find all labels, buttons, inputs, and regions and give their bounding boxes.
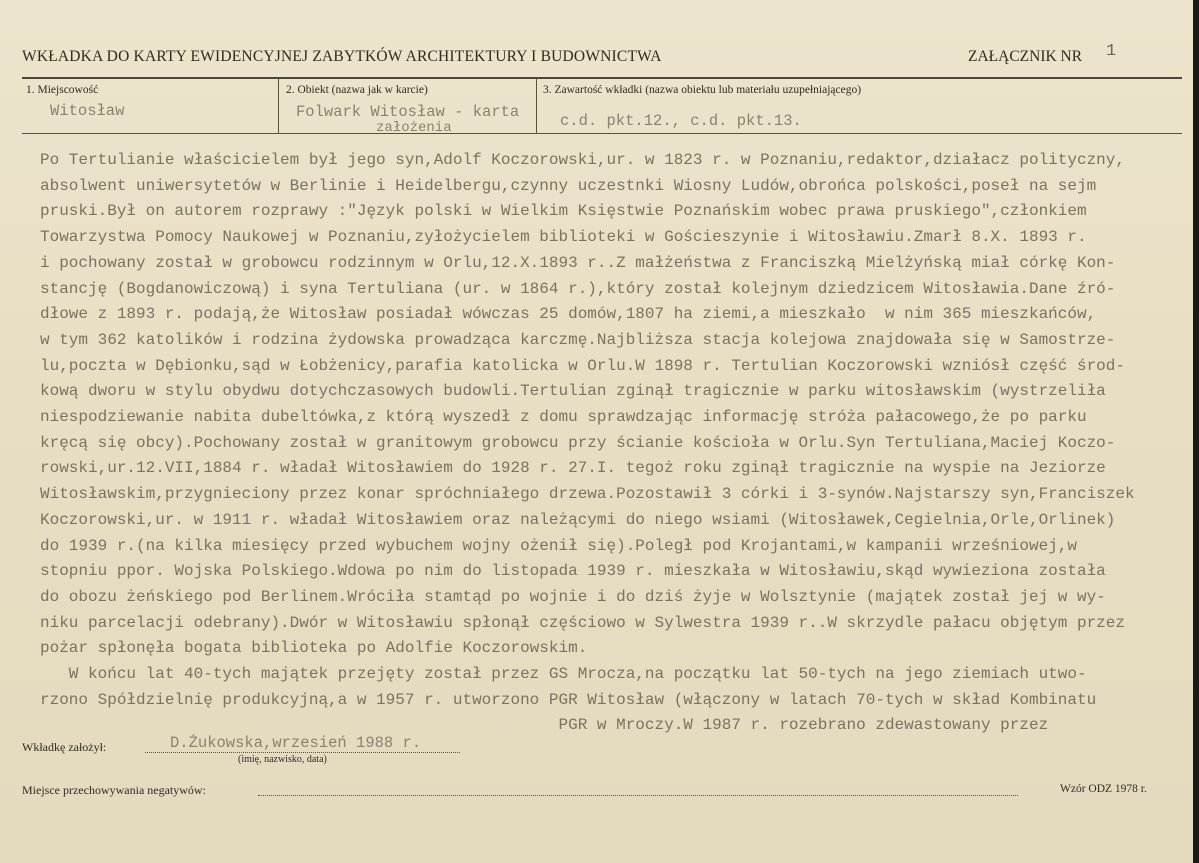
body-text-line: pożar spłonęła bogata biblioteka po Adolfie Koczorowskim. — [40, 639, 588, 658]
card-title: WKŁADKA DO KARTY EWIDENCYJNEJ ZABYTKÓW ARCHITEKTURY I BUDOWNICTWA — [22, 48, 662, 65]
body-text-line: do obozu żeńskiego pod Berlinem.Wróciła stamtąd po wojnie i do dziś żyje w Wolsztynie (majątek został jej w wy- — [40, 587, 1106, 606]
body-text-line: W końcu lat 40-tych majątek przejęty został przez GS Mrocza,na początku lat 50-tych na jego ziemiach utwo- — [40, 665, 1087, 683]
body-text-line: lu,poczta w Dębionku,sąd w Łobżenicy,parafia katolicka w Orlu.W 1898 r. Tertulian Koczorowski wzniósł część środ- — [40, 356, 1125, 375]
header-rule-bottom — [22, 133, 1182, 134]
body-text-line: rzono Spółdzielnię produkcyjną,a w 1957 r. utworzono PGR Witosław (włączony w latach 70-tych w skład Kombinatu — [40, 690, 1097, 709]
negatives-location-dotted-line — [258, 795, 1018, 796]
body-text-line: niespodziewanie nabita dubeltówka,z którą wyszedł z domu sprawdzając informację stróża pałacowego,że po parku — [40, 408, 1087, 426]
form-template-label: Wzór ODZ 1978 r. — [1060, 783, 1147, 795]
body-text-line: pruski.Był on autorem rozprawy :"Język polski w Wielkim Księstwie Poznańskim wobec prawa pruskiego",członkiem — [40, 202, 1087, 221]
field-object-value-line2: założenia — [376, 120, 452, 136]
body-text-line: kową dworu w stylu obydwu dotychczasowych budowli.Tertulian zginął tragicznie w parku witosławskim (wystrzeliła — [40, 382, 1106, 401]
insert-author-dotted-line — [145, 752, 460, 753]
negatives-location-label: Miejsce przechowywania negatywów: — [22, 783, 206, 797]
attachment-label: ZAŁĄCZNIK NR — [968, 48, 1083, 65]
field-locality-value: Witosław — [50, 102, 125, 120]
insert-author-value: D.Żukowska,wrzesień 1988 r. — [170, 734, 422, 752]
body-text-line: i pochowany został w grobowcu rodzinnym w Orlu,12.X.1893 r..Z małżeństwa z Franciszką Mielżyńską miał córkę Kon- — [40, 253, 1116, 272]
body-text-line: absolwent uniwersytetów w Berlinie i Heidelbergu,czynny uczestnki Wiosny Ludów,obrońca polskości,poseł na sejm — [40, 176, 1097, 195]
field-locality-label: 1. Miejscowość — [26, 84, 99, 96]
body-text-line: stopniu ppor. Wojska Polskiego.Wdowa po nim do listopada 1939 r. mieszkała w Witosławiu,skąd wywieziona została — [40, 562, 1106, 581]
scan-edge — [1193, 0, 1199, 863]
field-divider-1 — [278, 78, 279, 133]
body-text-line: w tym 362 katolików i rodzina żydowska prowadząca karczmę.Najbliższa stacja kolejowa znajdowała się w Samostrze- — [40, 330, 1116, 349]
body-text-line: stancję (Bogdanowiczową) i syna Tertuliana (ur. w 1864 r.),który został kolejnym dziedzicem Witosławia.Dane źró- — [40, 279, 1116, 298]
body-text-line: rowski,ur.12.VII,1884 r. władał Witosławiem do 1928 r. 27.I. tegoż roku zginął tragicznie na wyspie na Jeziorze — [40, 459, 1106, 478]
body-text-line: kręcą się obcy).Pochowany został w granitowym grobowcu przy ścianie kościoła w Orlu.Syn Tertuliana,Maciej Koczo- — [40, 433, 1116, 452]
insert-author-caption: (imię, nazwisko, data) — [238, 754, 327, 765]
field-contents-value: c.d. pkt.12., c.d. pkt.13. — [560, 112, 802, 130]
body-text-line: Po Tertulianie właścicielem był jego syn,Adolf Koczorowski,ur. w 1823 r. w Poznaniu,redaktor,działacz polityczny, — [40, 151, 1125, 169]
body-text-line: Koczorowski,ur. w 1911 r. władał Witosławiem oraz należącymi do niego wsiami (Witosławek,Cegielnia,Orle,Orlinek) — [40, 510, 1116, 529]
field-divider-2 — [536, 78, 537, 133]
attachment-number: 1 — [1106, 42, 1117, 61]
body-text-line: dłowe z 1893 r. podają,że Witosław posiadał wówczas 25 domów,1807 ha ziemi,a mieszkało w nim 365 mieszkańców, — [40, 305, 1097, 324]
body-text-line: do 1939 r.(na kilka miesięcy przed wybuchem wojny ożenił się).Poległ pod Krojantami,w kampanii wrześniowej,w — [40, 536, 1077, 555]
body-text-line: niku parcelacji odebrany).Dwór w Witosławiu spłonął częściowo w Sylwestra 1939 r..W skrzydle pałacu objętym przez — [40, 613, 1125, 632]
insert-author-label: Wkładkę założył: — [22, 740, 107, 754]
field-object-label: 2. Obiekt (nazwa jak w karcie) — [286, 84, 428, 96]
body-text-line: Towarzystwa Pomocy Naukowej w Poznaniu,zyłożycielem biblioteki w Gościeszynie i Witosławiu.Zmarł 8.X. 1893 r. — [40, 228, 1087, 247]
header-rule-top — [22, 77, 1182, 79]
body-text-line: Witosławskim,przygnieciony przez konar spróchniałego drzewa.Pozostawił 3 córki i 3-synów.Najstarszy syn,Franciszek — [40, 485, 1135, 504]
body-text-line: PGR w Mroczy.W 1987 r. rozebrano zdewastowany przez — [40, 716, 1049, 735]
field-object-value-line1: Folwark Witosław - karta — [296, 103, 520, 121]
field-contents-label: 3. Zawartość wkładki (nazwa obiektu lub materiału uzupełniającego) — [543, 84, 862, 96]
